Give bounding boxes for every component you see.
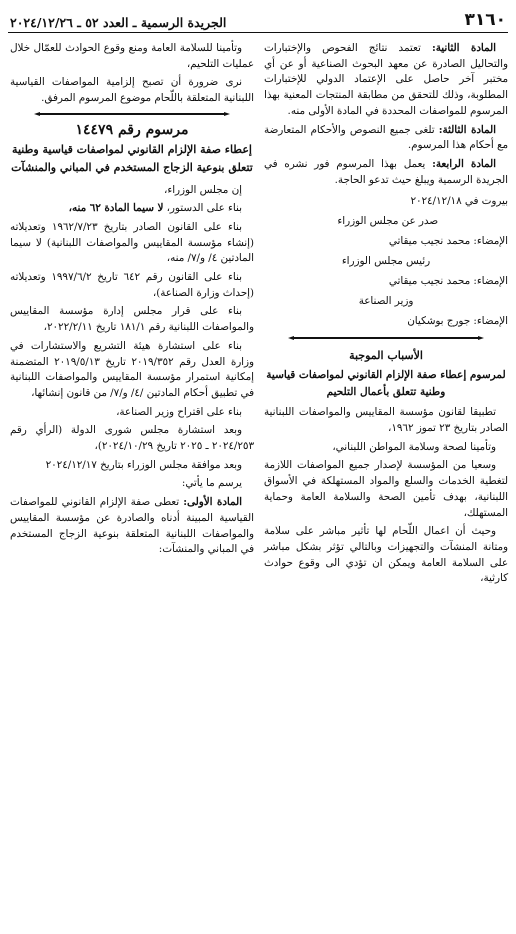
text-columns [8, 41, 508, 590]
article-2 [264, 41, 508, 120]
page-header [8, 4, 508, 33]
left-column [10, 41, 254, 590]
signature-2: الإمضاء: محمد نجيب ميقاتي [388, 275, 508, 288]
article-1-label: المادة الأولى: [183, 496, 242, 509]
decree-number: مرسوم رقم ١٤٤٧٩ [75, 121, 189, 138]
reason-4: وحيث أن اعمال اللّحام لها تأثير مباشر على سلامة ومتانة المنشآت والتجهيزات وبالتالي تؤثر بشكل مباشر على السلامة العامة ويمكن ان تؤدي الى وقوع حوادث كارثية، [264, 525, 508, 585]
article-2-text: تعتمد نتائج الفحوص والإختبارات والتحاليل الصادرة عن معهد البحوث الصناعية أو عن أي مختبر آخر حاصل على الإعتماد الدولي للإختبارات المطلوبة، وذلك للتحقق من مطابقة المنتجات المعنية بهذا المرسوم للمواصفات المحددة في المادة الأولى منه. [264, 42, 508, 117]
minister-title: وزير الصناعة [358, 295, 414, 308]
constitution-text: بناء على الدستور، [166, 202, 242, 215]
reasons-continued-2: نرى ضرورة أن تصبح إلزامية المواصفات القياسية اللبنانية المتعلقة باللّحام موضوع المرسوم المرفق. [10, 76, 254, 105]
signature-1: الإمضاء: محمد نجيب ميقاتي [388, 235, 508, 248]
council-line: إن مجلس الوزراء، [164, 183, 242, 196]
reason-2: وتأمينا لصحة وسلامة المواطن اللبناني، [332, 440, 496, 453]
constitution-line [10, 201, 254, 217]
article-2-label: المادة الثانية: [431, 42, 496, 54]
issued-by: صدر عن مجلس الوزراء [337, 215, 438, 228]
article-1 [10, 495, 254, 558]
legislation-consultation: بناء على استشارة هيئة التشريع والاستشارات في وزارة العدل رقم ٢٠١٩/٣٥٢ تاريخ ٢٠١٩/٥/١٣ المتضمنة إمكانية استمرار مؤسسة المقاييس والمواصفات اللبنانية في تطبيق أحكام المادتين /٤/ و/٧/ من قانون إنشائها، [10, 339, 254, 399]
prime-minister-title: رئيس مجلس الوزراء [341, 255, 431, 268]
reasons-title: الأسباب الموجبة [349, 349, 423, 363]
signature-3: الإمضاء: جورج بوشكيان [407, 315, 508, 328]
law-1962: بناء على القانون الصادر بتاريخ ١٩٦٢/٧/٢٣ وتعديلاته (إنشاء مؤسسة المقاييس والمواصفات اللبنانية) لا سيما المادتين ٤/ و/٧/ منه، [10, 220, 254, 265]
reasons-continued-1: وتأمينا للسلامة العامة ومنع وقوع الحوادث للعمّال خلال عمليات التلحيم، [10, 42, 254, 70]
council-approval: وبعد موافقة مجلس الوزراء بتاريخ ٢٠٢٤/١٢/١٧ [45, 458, 242, 471]
article-4-text: يعمل بهذا المرسوم فور نشره في الجريدة الرسمية ويبلغ حيث تدعو الحاجة. [264, 157, 508, 186]
article-3-text: تلغى جميع النصوص والأحكام المتعارضة مع أحكام هذا المرسوم. [264, 123, 508, 152]
page-number: ٣١٦٠ [464, 10, 506, 30]
decrees-line: يرسم ما يأتي: [181, 477, 242, 490]
shura-consultation: وبعد استشارة مجلس شورى الدولة (الرأي رقم ٢٠٢٤/٢٥٣ ـ ٢٠٢٥ تاريخ ٢٠٢٤/١٠/٢٩)، [10, 424, 254, 453]
reasons-subtitle: لمرسوم إعطاء صفة الإلزام القانوني لمواصفات قياسية وطنية تتعلق بأعمال التلحيم [266, 369, 506, 399]
article-3-label: المادة الثالثة: [438, 123, 497, 136]
board-decision: بناء على قرار مجلس إدارة مؤسسة المقاييس والمواصفات اللبنانية رقم ١٨١/١ تاريخ ٢٠٢٢/٢/١١، [10, 305, 254, 334]
date-line: بيروت في ٢٠٢٤/١٢/١٨ [410, 195, 508, 208]
article-4 [264, 157, 508, 188]
right-column [264, 41, 508, 590]
article-4-label: المادة الرابعة: [432, 157, 496, 170]
gazette-issue-line: الجريدة الرسمية ـ العدد ٥٢ ـ ٢٠٢٤/١٢/٢٦ [10, 15, 227, 30]
decree-title: إعطاء صفة الإلزام القانوني لمواصفات قياسية وطنية تتعلق بنوعية الزجاج المستخدم في المباني والمنشآت [11, 142, 253, 174]
minister-proposal: بناء على اقتراح وزير الصناعة، [116, 405, 242, 418]
article-3 [264, 123, 508, 154]
constitution-article: لا سيما المادة ٦٢ منه، [68, 202, 164, 215]
law-642: بناء على القانون رقم ٦٤٢ تاريخ ١٩٩٧/٦/٢ وتعديلاته (إحداث وزارة الصناعة)، [10, 271, 254, 299]
article-1-text: تعطى صفة الإلزام القانوني للمواصفات القياسية المبينة أدناه والصادرة عن مؤسسة المقاييس والمواصفات اللبنانية المتعلقة بنوعية الزجاج المستخدم في المباني والمنشآت: [10, 496, 254, 556]
section-divider [294, 337, 478, 339]
reason-3: وسعيا من المؤسسة لإصدار جميع المواصفات اللازمة لتغطية الخدمات والسلع والمواد المستهلكة في الأسواق اللبنانية، بهدف تأمين الصحة والسلامة العامة وحماية المستهلك، [264, 459, 508, 519]
decree-divider [40, 113, 224, 115]
reason-1: تطبيقا لقانون مؤسسة المقاييس والمواصفات اللبنانية الصادر بتاريخ ٢٣ تموز ١٩٦٢، [264, 406, 508, 435]
